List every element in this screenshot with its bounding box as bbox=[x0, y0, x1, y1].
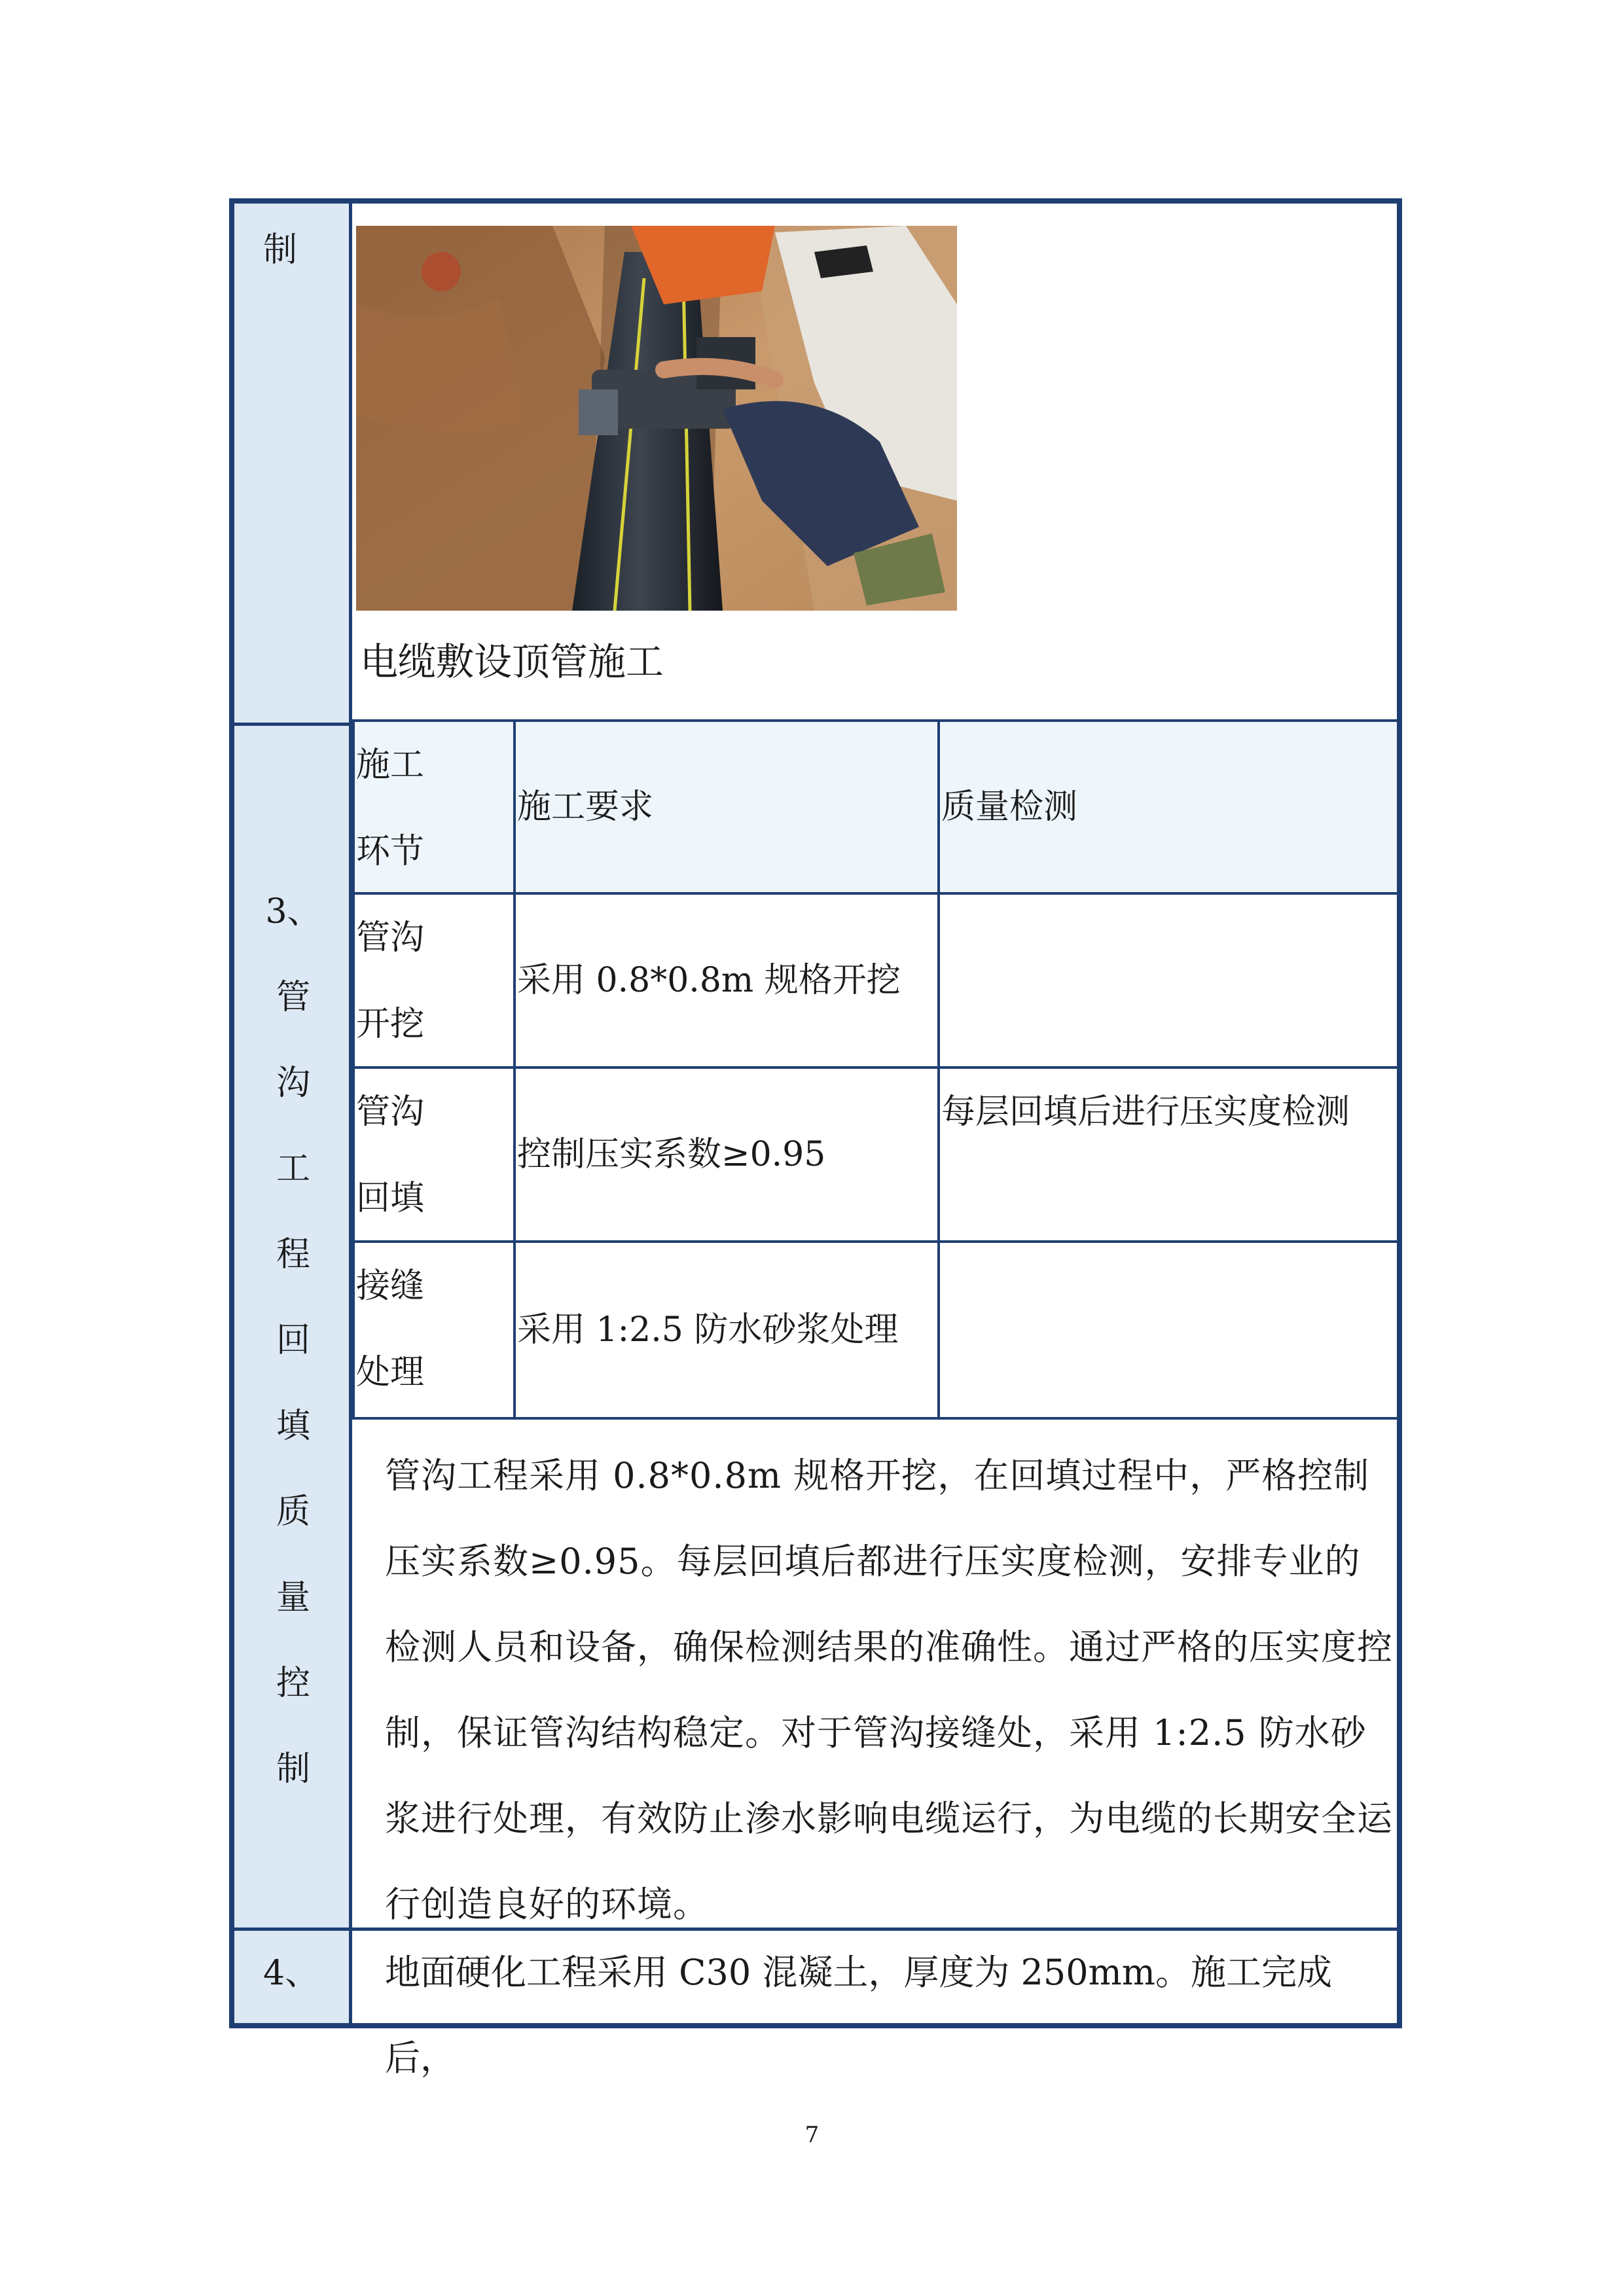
table-header-inspection bbox=[937, 719, 1399, 895]
table-row bbox=[352, 1240, 516, 1420]
table-header-requirement bbox=[513, 719, 940, 895]
table-cell bbox=[937, 892, 1399, 1069]
pipe-installation-photo bbox=[356, 226, 957, 611]
section3-label-char: 回 bbox=[276, 1321, 310, 1360]
photo-caption: 电缆敷设顶管施工 bbox=[360, 639, 664, 684]
table-header-requirement-text: 施工要求 bbox=[517, 787, 654, 827]
section3-label-char: 工 bbox=[276, 1149, 310, 1189]
document-table bbox=[229, 198, 1402, 2079]
section3-label-char: 程 bbox=[276, 1235, 310, 1274]
row-stage: 管沟回填 bbox=[356, 1092, 425, 1218]
section3-label bbox=[234, 869, 352, 1812]
section3-label-char: 制 bbox=[276, 1749, 310, 1789]
section2-label-cell bbox=[234, 204, 352, 727]
table-cell bbox=[937, 1240, 1399, 1420]
section4-label-cell bbox=[234, 1931, 352, 2023]
table-header-stage bbox=[352, 719, 516, 895]
table-row bbox=[352, 892, 516, 1069]
page-number: 7 bbox=[804, 2122, 820, 2148]
table-frame bbox=[234, 204, 1397, 2079]
section4-text: 地面硬化工程采用 C30 混凝土，厚度为 250mm。施工完成后， bbox=[385, 1952, 1333, 2079]
row-stage: 管沟开挖 bbox=[356, 918, 425, 1044]
section3-label-char: 量 bbox=[276, 1578, 310, 1617]
quality-table bbox=[352, 719, 1399, 1420]
section3-label-char: 控 bbox=[276, 1664, 310, 1703]
row-inspection: 每层回填后进行压实度检测 bbox=[941, 1092, 1350, 1132]
row-requirement: 控制压实系数≥0.95 bbox=[517, 1135, 826, 1174]
section3-label-cell bbox=[234, 726, 352, 1930]
section3-label-char: 3、 bbox=[265, 892, 321, 931]
section4-label: 4、 bbox=[263, 1954, 319, 1993]
row-requirement: 采用 1:2.5 防水砂浆处理 bbox=[517, 1310, 899, 1350]
section3-label-char: 质 bbox=[276, 1492, 310, 1532]
section2-label-text: 制 bbox=[263, 230, 298, 270]
section3-label-char: 填 bbox=[276, 1407, 310, 1446]
row-requirement: 采用 0.8*0.8m 规格开挖 bbox=[517, 961, 901, 1000]
table-header-stage-text: 施工环节 bbox=[356, 745, 425, 871]
table-cell bbox=[513, 892, 940, 1069]
table-row bbox=[352, 1066, 516, 1243]
table-header-inspection-text: 质量检测 bbox=[941, 787, 1078, 827]
section3-label-char: 沟 bbox=[276, 1064, 310, 1103]
table-cell bbox=[513, 1240, 940, 1420]
section3-paragraph: 管沟工程采用 0.8*0.8m 规格开挖，在回填过程中，严格控制压实系数≥0.95。每层回填后都进行压实度检测，安排专业的检测人员和设备，确保检测结果的准确性。通过严格的压实度控制，保证管沟结构稳定。对于管沟接缝处，采用 1:2.5 防水砂浆进行处理，有效防止渗水影响电缆运行，为电缆的长期安全运行创造良好的环境。 bbox=[385, 1455, 1393, 1925]
table-cell bbox=[513, 1066, 940, 1243]
row-stage: 接缝处理 bbox=[356, 1266, 425, 1392]
section3-label-char: 管 bbox=[276, 978, 310, 1017]
table-cell bbox=[937, 1066, 1399, 1243]
